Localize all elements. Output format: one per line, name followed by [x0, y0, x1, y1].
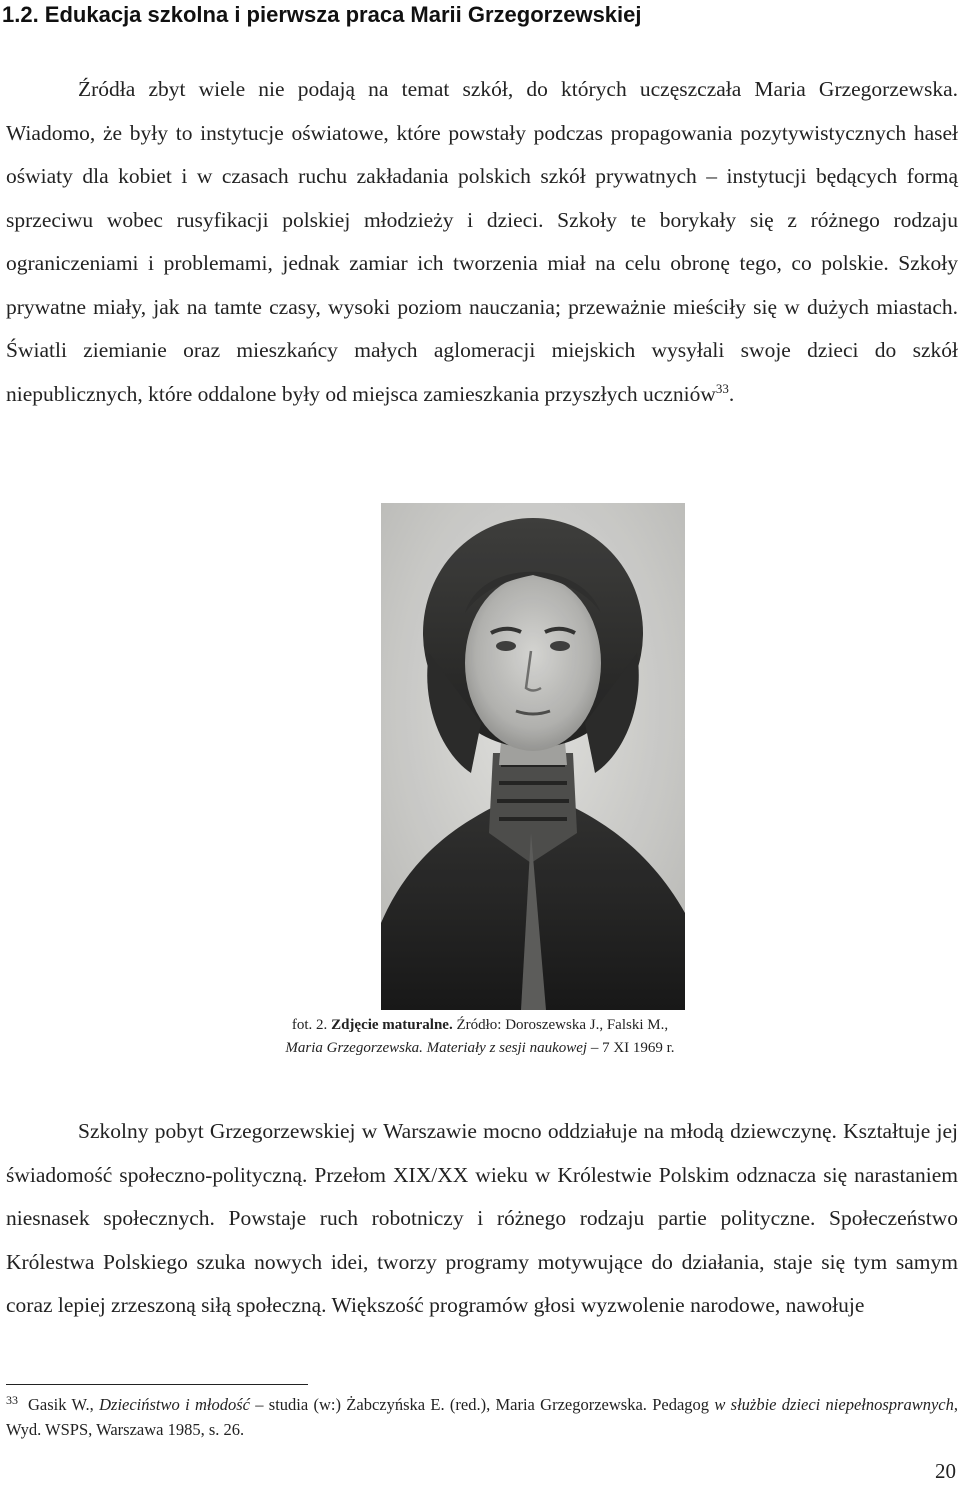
paragraph-intro-body: Źródła zbyt wiele nie podają na temat szkół, do których uczęszczała Maria Grzegorzewska. Wiadomo, że były to instytucje oświatowe, które powstały podczas propagowania pozytywistycznych haseł oświaty dla kobiet i w czasach ruchu zakładania polskich szkół prywatnych – instytucji będących formą sprzeciwu wobec rusyfikacji polskiej młodzieży i dzieci. Szkoły te borykały się z różnego rodzaju ograniczeniami i problemami, jednak zamiar ich tworzenia miał na celu obronę tego, co polskie. Szkoły prywatne miały, jak na tamte czasy, wysoki poziom nauczania; przeważnie mieściły się w dużych miastach. Światli ziemianie oraz mieszkańcy małych aglomeracji miejskich wysyłali swoje dzieci do szkół niepublicznych, które oddalone były od miejsca zamieszkania przyszłych uczniów — [6, 77, 958, 406]
portrait-photo — [381, 503, 685, 1010]
footnote-middle: – studia (w:) Żabczyńska E. (red.), Maria Grzegorzewska. Pedagog — [249, 1395, 715, 1414]
page-number: 20 — [935, 1459, 956, 1483]
footnote-author: Gasik W., — [28, 1395, 100, 1414]
section-heading: 1.2. Edukacja szkolna i pierwsza praca Marii Grzegorzewskiej — [2, 2, 642, 27]
footnote-separator — [6, 1384, 308, 1385]
footnote — [6, 1392, 958, 1442]
footnote-number: 33 — [6, 1392, 18, 1407]
portrait-photo-icon — [381, 503, 685, 1010]
caption-source-title: Maria Grzegorzewska. Materiały z sesji naukowej — [285, 1040, 588, 1056]
caption-prefix: fot. 2. — [291, 1017, 332, 1033]
paragraph-school-stay — [6, 1110, 958, 1328]
caption-title: Zdjęcie maturalne. — [331, 1017, 453, 1033]
paragraph-intro-text — [6, 68, 958, 416]
footnote-title: Dzieciństwo i młodość — [99, 1395, 250, 1414]
paragraph-school-stay-text: Szkolny pobyt Grzegorzewskiej w Warszawie mocno oddziałuje na młodą dziewczynę. Kształtuje jej świadomość społeczno-polityczną. Przełom XIX/XX wieku w Królestwie Polskim odznacza się narastaniem niesnasek społecznych. Powstaje ruch robotniczy i różnego rodzaju partie polityczne. Społeczeństwo Królestwa Polskiego szuka nowych idei, tworzy programy motywujące do działania, staje się tym samym coraz lepiej zrzeszoną siłą społeczną. Większość programów głosi wyzwolenie narodowe, nawołuje — [6, 1119, 958, 1317]
caption-source: Źródło: Doroszewska J., Falski M., — [452, 1017, 669, 1033]
footnote-title2: w służbie dzieci niepełnosprawnych — [714, 1395, 954, 1414]
caption-source-date: – 7 XI 1969 r. — [587, 1040, 675, 1056]
footnote-end: , Wyd. WSPS, Warszawa 1985, s. 26. — [6, 1395, 958, 1439]
photo-caption-line1 — [100, 1014, 860, 1036]
paragraph-intro-end: . — [728, 381, 735, 406]
paragraph-intro — [6, 68, 958, 416]
photo-caption-line2 — [100, 1037, 860, 1059]
footnote-reference[interactable]: 33 — [715, 380, 729, 396]
